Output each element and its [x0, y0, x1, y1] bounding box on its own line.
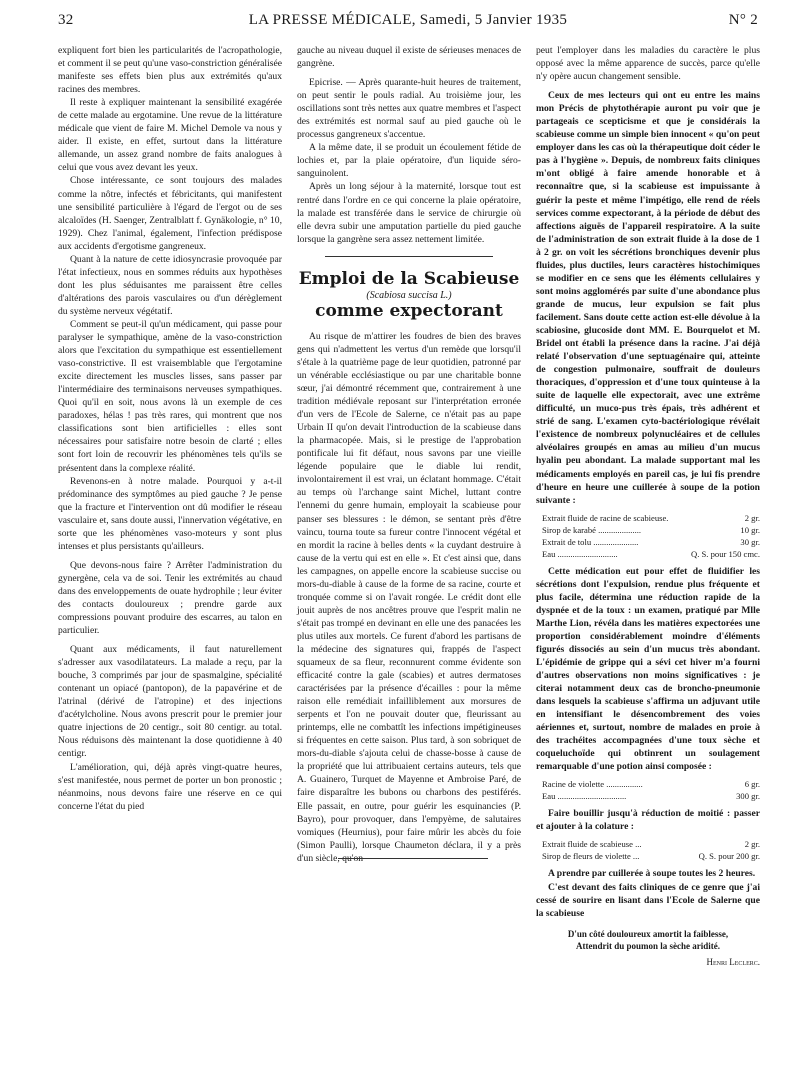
recipe-3: [542, 838, 760, 862]
paragraph: Après un long séjour à la maternité, lorsque tout est rentré dans l'ordre en ce qui concerne la plaie opératoire, la malade est transférée dans le service de chirurgie où elle devra subir une amputation partielle du pied gauche lorsque la gangrène sera assez nettement limitée.: [297, 181, 521, 245]
journal-title: LA PRESSE MÉDICALE, Samedi, 5 Janvier 1935: [248, 12, 568, 28]
quoted-verse: [536, 928, 760, 952]
recipe-row: Eau ............................ Q. S. pour 150 cmc.: [542, 548, 760, 559]
article-subtitle: (Scabiosa succisa L.): [366, 289, 452, 301]
article-title: Emploi de la Scabieuse: [298, 268, 520, 289]
article-title-block: [297, 268, 521, 321]
section-divider: [325, 256, 493, 257]
paragraph: gauche au niveau duquel il existe de sérieuses menaces de gangrène.: [297, 45, 521, 70]
recipe-row: Racine de violette ................. 6 gr.: [542, 779, 760, 790]
column-2: [297, 44, 521, 865]
paragraph: L'amélioration, qui, déjà après vingt-quatre heures, s'est manifestée, nous permet de porter un bon pronostic ; néanmoins, nous devons faire une réserve en ce qui concerne l'état du pied: [58, 761, 282, 812]
paragraph: expliquent fort bien les particularités de l'acropathologie, et comment il se peut qu'une vaso-constriction généralisée manifeste ses effets bien plus aux extrémités qu'aux racines des membres.: [58, 45, 282, 96]
article-title-line-2: comme expectorant: [315, 300, 503, 321]
paragraph: peut l'employer dans les maladies du caractère le plus opposé avec la même apparence de succès, parce qu'elle n'y opère aucun changement sensible.: [536, 45, 760, 83]
recipe-row: Extrait fluide de scabieuse ... 2 gr.: [542, 839, 760, 850]
paragraph: Epicrise. — Après quarante-huit heures de traitement, on peut sentir le pouls radial. Au troisième jour, les oscillations sont très nettes aux quatre membres et l'aspect des extrémités est normal sauf au pied gauche où le processus gangreneux s'accentue.: [297, 77, 521, 141]
paragraph: Cette médication eut pour effet de fluidifier les sécrétions dont l'expulsion, rendue plus fréquente et plus facile, détermina une réduction rapide de la dyspnée et de la toux : un examen, pratiqué par Mlle Marthe Lion, révéla dans les matières expectorées une proportion considérablement moindre d'éléments figurés dissociés au sein d'un mucus très abondant. L'épidémie de grippe qui a sévi cet hiver m'a fourni d'autres observations non moins significatives : je citerai notamment deux cas de broncho-pneumonie dans lesquels la scabieuse s'affirma un adjuvant utile en intensifiant le désencombrement des voies aériennes et, surtout, nombre de malades en proie à des trachéites accompagnées d'une toux sèche et coqueluchoïde qui obtinrent un soulagement remarquable d'une potion ainsi composée :: [536, 565, 760, 773]
paragraph: C'est devant des faits cliniques de ce genre que j'ai cessé de sourire en lisant dans l'Ecole de Salerne que la scabieuse: [536, 881, 760, 919]
recipe-row: Eau ................................ 300 gr.: [542, 791, 760, 802]
paragraph: Que devons-nous faire ? Arrêter l'administration du gynergène, cela va de soi. Tenir les extrémités au chaud dans des enveloppements de ouate hydrophile ; leur éviter des contacts douloureux ; prendre garde aux compressions pouvant produire des escarres, au talon en particulier.: [58, 559, 282, 637]
recipe-1: [542, 512, 760, 560]
paragraph: A prendre par cuillerée à soupe toutes les 2 heures.: [548, 868, 756, 880]
recipe-row: Sirop de fleurs de violette ... Q. S. pour 200 gr.: [542, 851, 760, 862]
column-3: [536, 44, 760, 969]
bottom-divider: [338, 858, 488, 859]
paragraph: Quant aux médicaments, il faut naturellement s'adresser aux vasodilatateurs. La malade a reçu, par la bouche, 3 comprimés par jour de spasmalgine, spécialité contenant un opiacé (pantopon), de la papavérine et de l'atrinal (dérivé de l'atropine) et des injections d'acétylcholine. Nous avons prescrit pour le premier jour quatre injections de 20 centigr., soit 80 centigr. au total. Nous réduisons dès maintenant la dose quotidienne à 40 centigr.: [58, 644, 282, 760]
page-header: [58, 12, 758, 32]
paragraph: Au risque de m'attirer les foudres de bien des braves gens qui n'admettent les vertus d'un remède que lorsqu'il s'étale à la quatrième page de leur quotidien, patronné par un vénérable ecclésiastique ou par une charitable bonne sœur, j'ai démontré récemment que, contrairement à une tradition médiévale reposant sur l'interprétation erronée d'un vers de l'Ecole de Salerne, ce n'était pas au pape Urbain II qu'on devait l'introduction de la scabieuse dans la pharmacopée. Mais, si le prestige de l'approbation pontificale lui fit défaut, nous savons par une vieille légende populaire que le diable lui rendit, involontairement il est vrai, un éclatant hommage. C'était au temps où l'archange saint Michel, luttant contre l'ennemi du genre humain, employait la scabieuse pour panser ses blessures : le démon, se sentant près d'être vaincu, tourna toute sa fureur contre l'innocent végétal et en mordit la racine à belles dents « la cuydant destruire à cause de la vertu qui est en elle ». Et c'est ainsi que, dans les campagnes, on appelle encore la scabieuse succise ou mors-du-diable à cause de la forme de sa racine, courte et tronquée comme si on l'avait rongée. Le crédit dont elle jouit auprès de nos ancêtres prouve que l'esprit malin ne s'était pas trompé en devinant en elle une des panacées les plus utiles aux mortels. Ce furent d'abord les partisans de la médecine des signatures qui, frappés de l'aspect squameux de sa fleur, reconnurent comme évidente son efficacité contre la gale (scabies) et autres dermatoses caractérisées par la présence d'écailles : pour la même raison elle remédiait infailliblement aux morsures de serpents et l'on ne pouvait douter que, fleurissant au printemps, elle ne combattît les infections impétigineuses si fréquentes en cette saison. Plus tard, à son sobriquet de mors-du-diable s'ajouta celui de chasse-bosse à cause de la propriété que lui attribuaient certains auteurs, tels que A. Guainero, Turquet de Mayenne et Ambroise Paré, de faire disparaître les bubons ou charbons des pestiférés. Elle passait, en outre, pour guérir les esquinancies (P. Bayro), pour provoquer, dans l'empyème, de salutaires vomiques (Heurnius), pour faire mûrir les abcès du foie (Simon Paulli), lorsque Chaumeton déclara, il y a près d'un siècle, qu'on: [297, 330, 521, 864]
issue-number: N° 2: [728, 12, 758, 28]
verse-line: Attendrit du poumon la sèche aridité.: [576, 940, 720, 951]
author-signature: Henri Leclerc.: [706, 956, 760, 967]
recipe-row: Extrait de tolu ..................... 30 gr.: [542, 536, 760, 547]
paragraph: Ceux de mes lecteurs qui ont eu entre les mains mon Précis de phytothérapie auront pu voir que je partageais ce scepticisme et que je considérais la scabieuse comme un simple bien innocent « qu'on peut employer dans les cas où la thérapeutique doit céder le pas à l'hygiène ». Depuis, de nombreux faits cliniques m'ont obligé à faire amende honorable et à reconnaître que, si la scabieuse est impuissante à guérir la peste et même l'impétigo, elle rend de réels services comme expectorant, à la période de début des affections aiguës de l'appareil respiratoire. A la suite de l'administration de son extrait fluide à la dose de 1 à 2 gr. on voit les sécrétions bronchiques devenir plus fluides, plus ductiles, leurs caractères histochimiques se modifier en ce sens que les éléments cellulaires y sont moins agglomérés par suite d'une abondance plus grande de mucus, leur expulsion se fait plus facilement. Sans doute cette action est-elle dévolue à la scabiosine, glucoside dont MM. E. Bourquelot et M. Bridel ont établi la présence dans la racine. J'ai déjà relaté l'observation d'une septuagénaire qui, atteinte de congestion pulmonaire, souffrait de douleurs thoraciques, d'oppression et d'une toux quinteuse à la suite de laquelle elle expectorait, avec une extrême difficulté, un muco-pus très épais, très adhérent et strié de sang. L'examen cyto-bactériologique révélait l'existence de nombreux polynucléaires et de cellules alvéolaires groupés en amas au milieu d'un mucus hyalin peu abondant. La malade supportant mal les médicaments employés en pareil cas, je lui fis prendre d'heure en heure une cuillerée à soupe de la potion suivante :: [536, 90, 760, 506]
paragraph: Chose intéressante, ce sont toujours des malades comme la nôtre, infectés et fébricitants, qui manifestent une sensibilité particulière à l'égard de l'ergot ou de ses alcaloïdes (H. Saenger, Zentralblatt f. Gynäkologie, n° 10, 1929). Chez l'animal, également, l'infection prédispose aux accidents d'ergotisme gangreneux.: [58, 175, 282, 252]
column-1: [58, 44, 282, 813]
recipe-row: Sirop de karabé .................... 10 gr.: [542, 524, 760, 535]
paragraph: Il reste à expliquer maintenant la sensibilité exagérée de cette malade au ergotamine. Une revue de la littérature médicale que vient de faire M. Michel Demole va nous y aider. Il existe, en effet, surtout dans la littérature allemande, un assez grand nombre de faits analogues à celui que vous avez devant les yeux.: [58, 97, 282, 174]
paragraph: Faire bouillir jusqu'à réduction de moitié : passer et ajouter à la colature :: [536, 808, 760, 833]
paragraph: Quant à la nature de cette idiosyncrasie provoquée par l'état infectieux, nous en sommes réduits aux hypothèses dont les plus séduisantes me paraissent être celles d'altérations des parois vasculaires ou d'un dérèglement du système nerveux végétatif.: [58, 253, 282, 317]
page-number: 32: [58, 12, 74, 28]
verse-line: D'un côté douloureux amortit la faiblesse,: [567, 928, 729, 939]
paragraph: Revenons-en à notre malade. Pourquoi y a-t-il prédominance des symptômes au pied gauche ? Je pense que la fracture et l'intervention ont dû modifier le réseau vasculaire et, sans doute aussi, l'innervation végétative, en sorte que les phénomènes vaso-moteurs y sont plus intenses et plus persistants qu'ailleurs.: [58, 475, 282, 552]
recipe-row: Extrait fluide de racine de scabieuse. 2 gr.: [542, 512, 760, 523]
recipe-2: [542, 778, 760, 802]
paragraph: A la même date, il se produit un écoulement fétide de lochies et, par la plaie opératoire, d'un liquide séro-sanguinolent.: [297, 142, 521, 180]
paragraph: Comment se peut-il qu'un médicament, qui passe pour paralyser le sympathique, amène de la vaso-constriction alors que l'excitation du sympathique est essentiellement vaso-constrictive. Il est vraisemblable que l'ergotamine excite directement les muscles lisses, sans passer par l'intermédiaire des terminaisons nerveuses sympathiques. Quoi qu'il en soit, nous avons là un exemple de ces paradoxes, hélas ! pas très rares, qui montrent que nos classifications sont bien artificielles : elles sont nécessaires pour satisfaire notre besoin de clarté ; elles sont fort loin de recouvrir les phénomènes tels qu'ils se présentent dans la complexe réalité.: [58, 318, 282, 474]
